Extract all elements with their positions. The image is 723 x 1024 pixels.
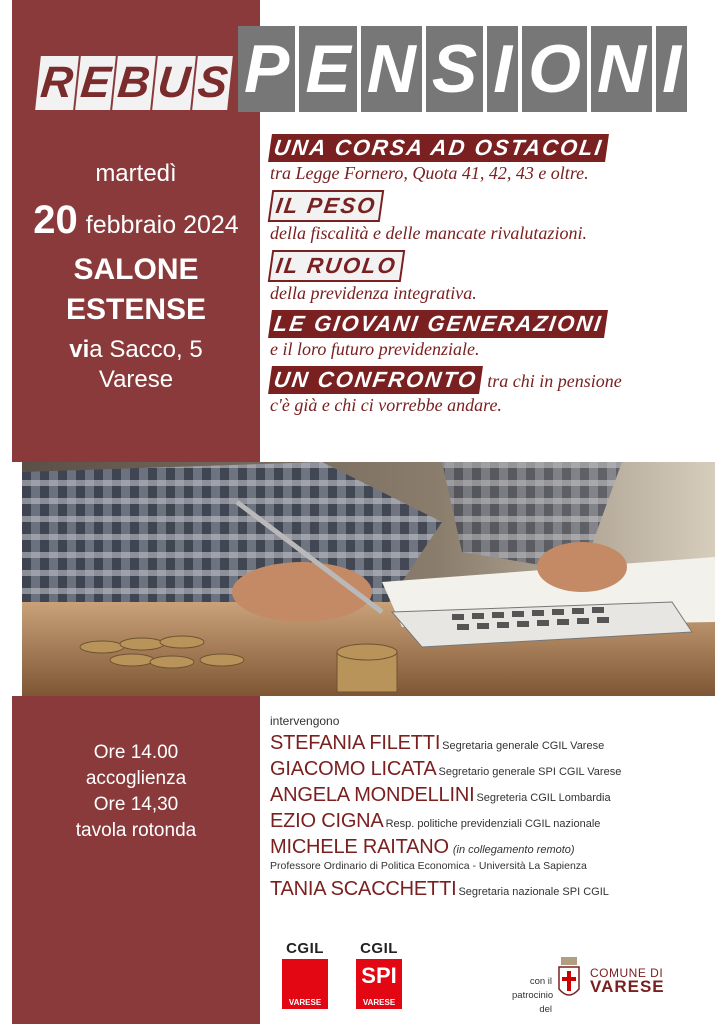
speaker-name: MICHELE RAITANO xyxy=(270,836,449,858)
topic-text: c'è già e chi ci vorrebbe andare. xyxy=(270,395,502,415)
title-letter: U xyxy=(152,56,195,110)
logo-red-box xyxy=(282,959,328,1009)
speaker-role: Segretario generale SPI CGIL Varese xyxy=(438,766,622,778)
topic-text: e il loro futuro previdenziale. xyxy=(270,339,480,359)
topic-item xyxy=(270,134,710,184)
speaker-role: Segreteria CGIL Lombardia xyxy=(476,792,611,804)
event-date-month-year: febbraio 2024 xyxy=(85,211,239,239)
schedule-time-2: Ore 14,30 xyxy=(93,794,179,815)
cgil-varese-logo xyxy=(282,940,328,1009)
comune-line-1: COMUNE DI xyxy=(590,966,664,980)
logo-varese-text: VARESE xyxy=(288,998,322,1007)
speaker-name: ANGELA MONDELLINI xyxy=(270,784,475,806)
title-letter: S xyxy=(192,56,233,110)
event-date-number: 20 xyxy=(33,198,78,242)
topic-item xyxy=(270,190,710,244)
hero-photo xyxy=(22,462,715,696)
title-letter: N xyxy=(361,26,422,112)
address-rest: a Sacco, 5 xyxy=(89,336,203,363)
title-letter: S xyxy=(426,26,483,112)
patronage-text xyxy=(512,975,552,1017)
schedule-item-2: tavola rotonda xyxy=(75,820,197,841)
title-letter: E xyxy=(299,26,356,112)
speaker-role: Segretaria generale CGIL Varese xyxy=(442,740,605,752)
topics-list xyxy=(270,134,710,422)
event-address xyxy=(12,335,260,395)
address-street xyxy=(12,335,260,365)
logo-red-box xyxy=(356,959,402,1009)
title-letter: I xyxy=(487,26,518,112)
comune-line-2: VARESE xyxy=(590,977,665,996)
photo-illustration xyxy=(22,462,715,696)
schedule-item-1: accoglienza xyxy=(85,768,187,789)
speaker-name: STEFANIA FILETTI xyxy=(270,732,441,754)
address-prefix: vi xyxy=(69,336,90,363)
title-rebus xyxy=(38,56,230,110)
event-date xyxy=(12,198,260,243)
logo-cgil-text: CGIL xyxy=(286,940,324,957)
title-pensioni xyxy=(238,26,687,112)
event-venue xyxy=(12,250,260,330)
address-city: Varese xyxy=(98,366,174,393)
logo-cgil-text: CGIL xyxy=(360,940,398,957)
speaker-item xyxy=(270,732,715,755)
topic-text-inline: tra chi in pensione xyxy=(487,371,622,391)
logo-spi-text: SPI xyxy=(361,963,397,988)
venue-line-1: SALONE xyxy=(73,253,199,286)
topic-item xyxy=(270,366,710,416)
topic-text: della fiscalità e delle mancate rivalutazioni. xyxy=(270,223,587,243)
comune-logo-text xyxy=(590,966,665,995)
speaker-item xyxy=(270,878,715,901)
title-letter: P xyxy=(238,26,295,112)
title-letter: O xyxy=(522,26,587,112)
topic-item xyxy=(270,310,710,360)
speaker-name: GIACOMO LICATA xyxy=(270,758,437,780)
title-letter: E xyxy=(75,56,116,110)
title-letter: N xyxy=(591,26,652,112)
speaker-name: EZIO CIGNA xyxy=(270,810,384,832)
speaker-item xyxy=(270,836,715,859)
speaker-item xyxy=(270,758,715,781)
comune-crest-icon xyxy=(556,955,582,1003)
speakers-intro: intervengono xyxy=(270,714,340,728)
topic-text: tra Legge Fornero, Quota 41, 42, 43 e oltre. xyxy=(270,163,589,183)
title-letter: R xyxy=(35,56,78,110)
patronage-line-1: con il xyxy=(529,976,552,987)
spi-cgil-varese-logo xyxy=(356,940,402,1009)
topic-tag: LE GIOVANI GENERAZIONI xyxy=(268,310,608,338)
logo-varese-text: VARESE xyxy=(362,998,396,1007)
event-day: martedì xyxy=(95,160,177,187)
patronage-line-2: patrocinio del xyxy=(512,990,554,1015)
topic-tag: UN CONFRONTO xyxy=(268,366,483,394)
topic-tag: IL PESO xyxy=(268,190,385,222)
speaker-note: (in collegamento remoto) xyxy=(452,844,575,856)
topic-text: della previdenza integrativa. xyxy=(270,283,477,303)
title-letter: I xyxy=(656,26,687,112)
topic-tag: UNA CORSA AD OSTACOLI xyxy=(268,134,609,162)
speaker-name: TANIA SCACCHETTI xyxy=(270,878,457,900)
speaker-role: Segretaria nazionale SPI CGIL xyxy=(458,886,609,898)
speakers-list xyxy=(270,714,715,904)
speaker-item xyxy=(270,810,715,833)
speaker-role: Resp. politiche previdenziali CGIL nazionale xyxy=(385,818,601,830)
title-letter: B xyxy=(112,56,155,110)
topic-item xyxy=(270,250,710,304)
venue-line-2: ESTENSE xyxy=(65,293,207,326)
schedule-time-1: Ore 14.00 xyxy=(93,742,179,763)
speaker-item xyxy=(270,784,715,807)
speaker-extra: Professore Ordinario di Politica Economica - Università La Sapienza xyxy=(270,860,587,872)
schedule xyxy=(12,740,260,844)
topic-tag: IL RUOLO xyxy=(268,250,405,282)
